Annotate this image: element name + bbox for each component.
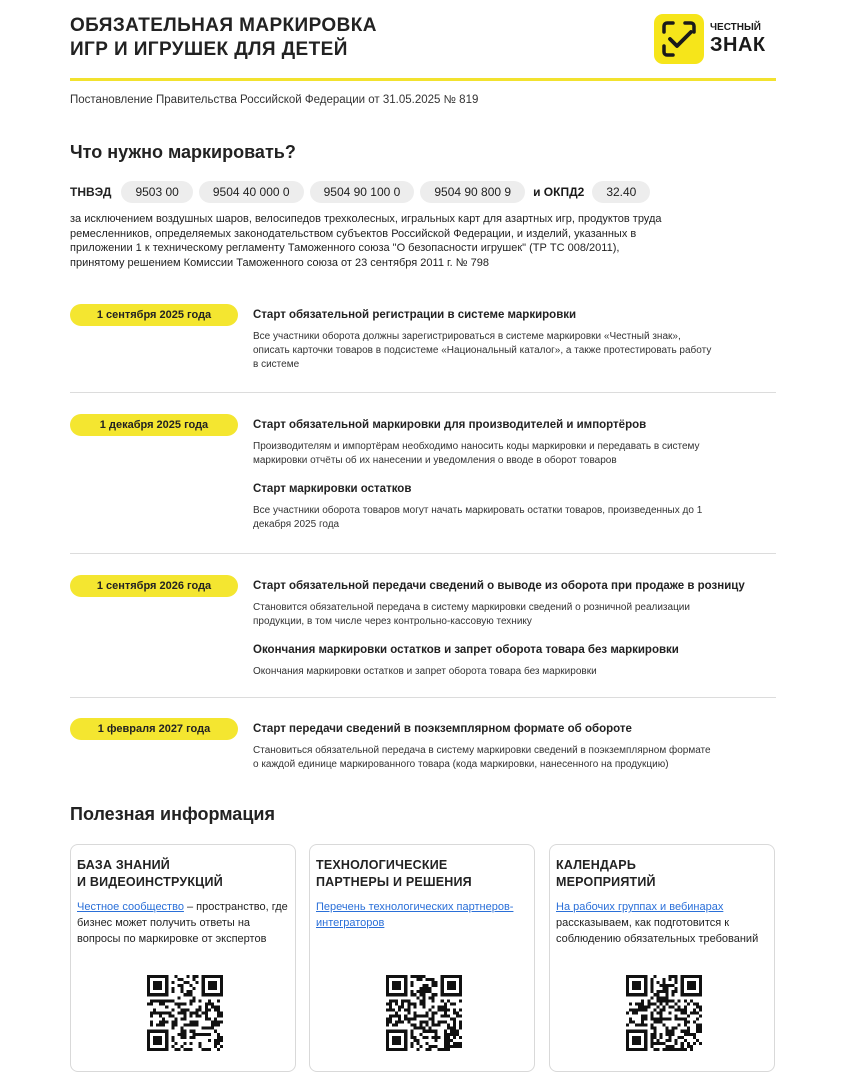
card-text [77, 899, 289, 947]
card-title-line: МЕРОПРИЯТИЙ [556, 875, 656, 889]
description-line: Производителям и импортёрам необходимо наносить коды маркировки и передавать в систему [253, 441, 700, 452]
event-body [253, 304, 773, 372]
description-line: о каждой единице маркированного товара (кода маркировки, нанесенного на продукцию) [253, 759, 669, 770]
card-title-line: ТЕХНОЛОГИЧЕСКИЕ [316, 858, 448, 872]
event-title: Старт обязательной регистрации в системе маркировки [253, 309, 577, 321]
card-text [316, 899, 528, 931]
chestny-znak-logo [654, 14, 776, 66]
event-description [253, 504, 773, 532]
page-title [70, 14, 377, 62]
tnved-code-pill: 9504 90 100 0 [310, 181, 415, 203]
info-card-events-calendar [549, 844, 775, 1072]
event-title: Окончания маркировки остатков и запрет оборота товара без маркировки [253, 644, 679, 656]
partners-list-link[interactable]: Перечень технологических партнеров-интеграторов [316, 901, 514, 929]
logo-line-2: ЗНАК [710, 34, 766, 56]
event-title: Старт маркировки остатков [253, 483, 412, 495]
description-line: Все участники оборота товаров могут начать маркировать остатки товаров, произведенных до 1 [253, 505, 703, 516]
date-badge: 1 сентября 2025 года [70, 304, 238, 326]
card-title [77, 857, 289, 891]
info-card-tech-partners [309, 844, 535, 1072]
qr-code-icon[interactable] [626, 975, 702, 1051]
description-line: Все участники оборота должны зарегистрироваться в системе маркировки «Честный знак», [253, 331, 681, 342]
what-to-mark-heading: Что нужно маркировать? [70, 142, 296, 162]
info-card-knowledge-base [70, 844, 296, 1072]
tnved-code-pill: 9503 00 [121, 181, 192, 203]
scope-line: ремесленников, определяемых законодательством субъектов Российской Федерации, и изделий, указанных в [70, 227, 637, 240]
description-line: в системе [253, 359, 300, 370]
community-link[interactable]: Честное сообщество [77, 901, 184, 913]
scope-line: за исключением воздушных шаров, велосипедов трехколесных, игральных карт для азартных игр, продуктов труда [70, 213, 662, 225]
event-body [253, 414, 773, 532]
description-line: Окончания маркировки остатков и запрет оборота товара без маркировки [253, 666, 597, 677]
description-line: декабря 2025 года [253, 519, 340, 530]
event-description [253, 665, 773, 679]
date-badge: 1 декабря 2025 года [70, 414, 238, 436]
product-codes-row [70, 180, 650, 204]
logo-line-1: ЧЕСТНЫЙ [710, 22, 761, 33]
event-description [253, 330, 773, 372]
scope-exclusions-text [70, 212, 770, 270]
event-title: Старт обязательной передачи сведений о выводе из оборота при продаже в розницу [253, 580, 745, 592]
description-line: продукции, в том числе через контрольно-кассовую технику [253, 616, 532, 627]
scope-line: приложении 1 к техническому регламенту Таможенного союза "О безопасности игрушек" (ТР ТС 008/2011), [70, 242, 620, 254]
card-text [556, 899, 768, 947]
card-title-line: ПАРТНЕРЫ И РЕШЕНИЯ [316, 875, 472, 889]
event-body [253, 575, 773, 679]
card-title [316, 857, 528, 891]
qr-code-icon[interactable] [147, 975, 223, 1051]
okpd-label: и ОКПД2 [533, 185, 585, 199]
timeline-divider [70, 697, 776, 698]
tnved-code-pill: 9504 90 800 9 [420, 181, 525, 203]
card-title-line: КАЛЕНДАРЬ [556, 858, 636, 872]
event-title: Старт передачи сведений в поэкземплярном формате об обороте [253, 723, 632, 735]
tnved-label: ТНВЭД [70, 185, 112, 199]
header-divider [70, 78, 776, 81]
okpd-code-pill: 32.40 [592, 181, 650, 203]
timeline-divider [70, 553, 776, 554]
event-body [253, 718, 773, 772]
title-line-2: ИГР И ИГРУШЕК ДЛЯ ДЕТЕЙ [70, 39, 348, 60]
card-description: – пространство, где бизнес может получить ответы на вопросы по маркировке от экспертов [77, 901, 288, 945]
tnved-code-pill: 9504 40 000 0 [199, 181, 304, 203]
checkmark-logo-icon [654, 14, 704, 64]
date-badge: 1 сентября 2026 года [70, 575, 238, 597]
card-title-line: БАЗА ЗНАНИЙ [77, 858, 170, 872]
card-title [556, 857, 768, 891]
logo-wordmark [710, 22, 766, 56]
event-description [253, 601, 773, 629]
scope-line: принятому решением Комиссии Таможенного союза от 23 сентября 2011 г. № 798 [70, 256, 489, 269]
description-line: Становиться обязательной передача в систему маркировки сведений в поэкземплярном формате [253, 745, 711, 756]
description-line: описать карточки товаров в подсистеме «Национальный каталог», а также протестировать работу [253, 345, 712, 356]
event-description [253, 440, 773, 468]
header [70, 14, 776, 82]
qr-code-icon[interactable] [386, 975, 462, 1051]
date-badge: 1 февраля 2027 года [70, 718, 238, 740]
timeline-divider [70, 392, 776, 393]
decree-reference: Постановление Правительства Российской Федерации от 31.05.2025 № 819 [70, 94, 479, 106]
card-description: рассказываем, как подготовится к соблюдению обязательных требований [556, 917, 759, 945]
webinars-link[interactable]: На рабочих группах и вебинарах [556, 901, 724, 913]
useful-info-heading: Полезная информация [70, 804, 275, 824]
description-line: маркировки отчёты об их нанесении и уведомления о вводе в оборот товаров [253, 455, 617, 466]
description-line: Становится обязательной передача в систему маркировки сведений о розничной реализации [253, 602, 690, 613]
title-line-1: ОБЯЗАТЕЛЬНАЯ МАРКИРОВКА [70, 15, 377, 36]
card-title-line: И ВИДЕОИНСТРУКЦИЙ [77, 875, 223, 889]
event-description [253, 744, 773, 772]
event-title: Старт обязательной маркировки для производителей и импортёров [253, 419, 647, 431]
